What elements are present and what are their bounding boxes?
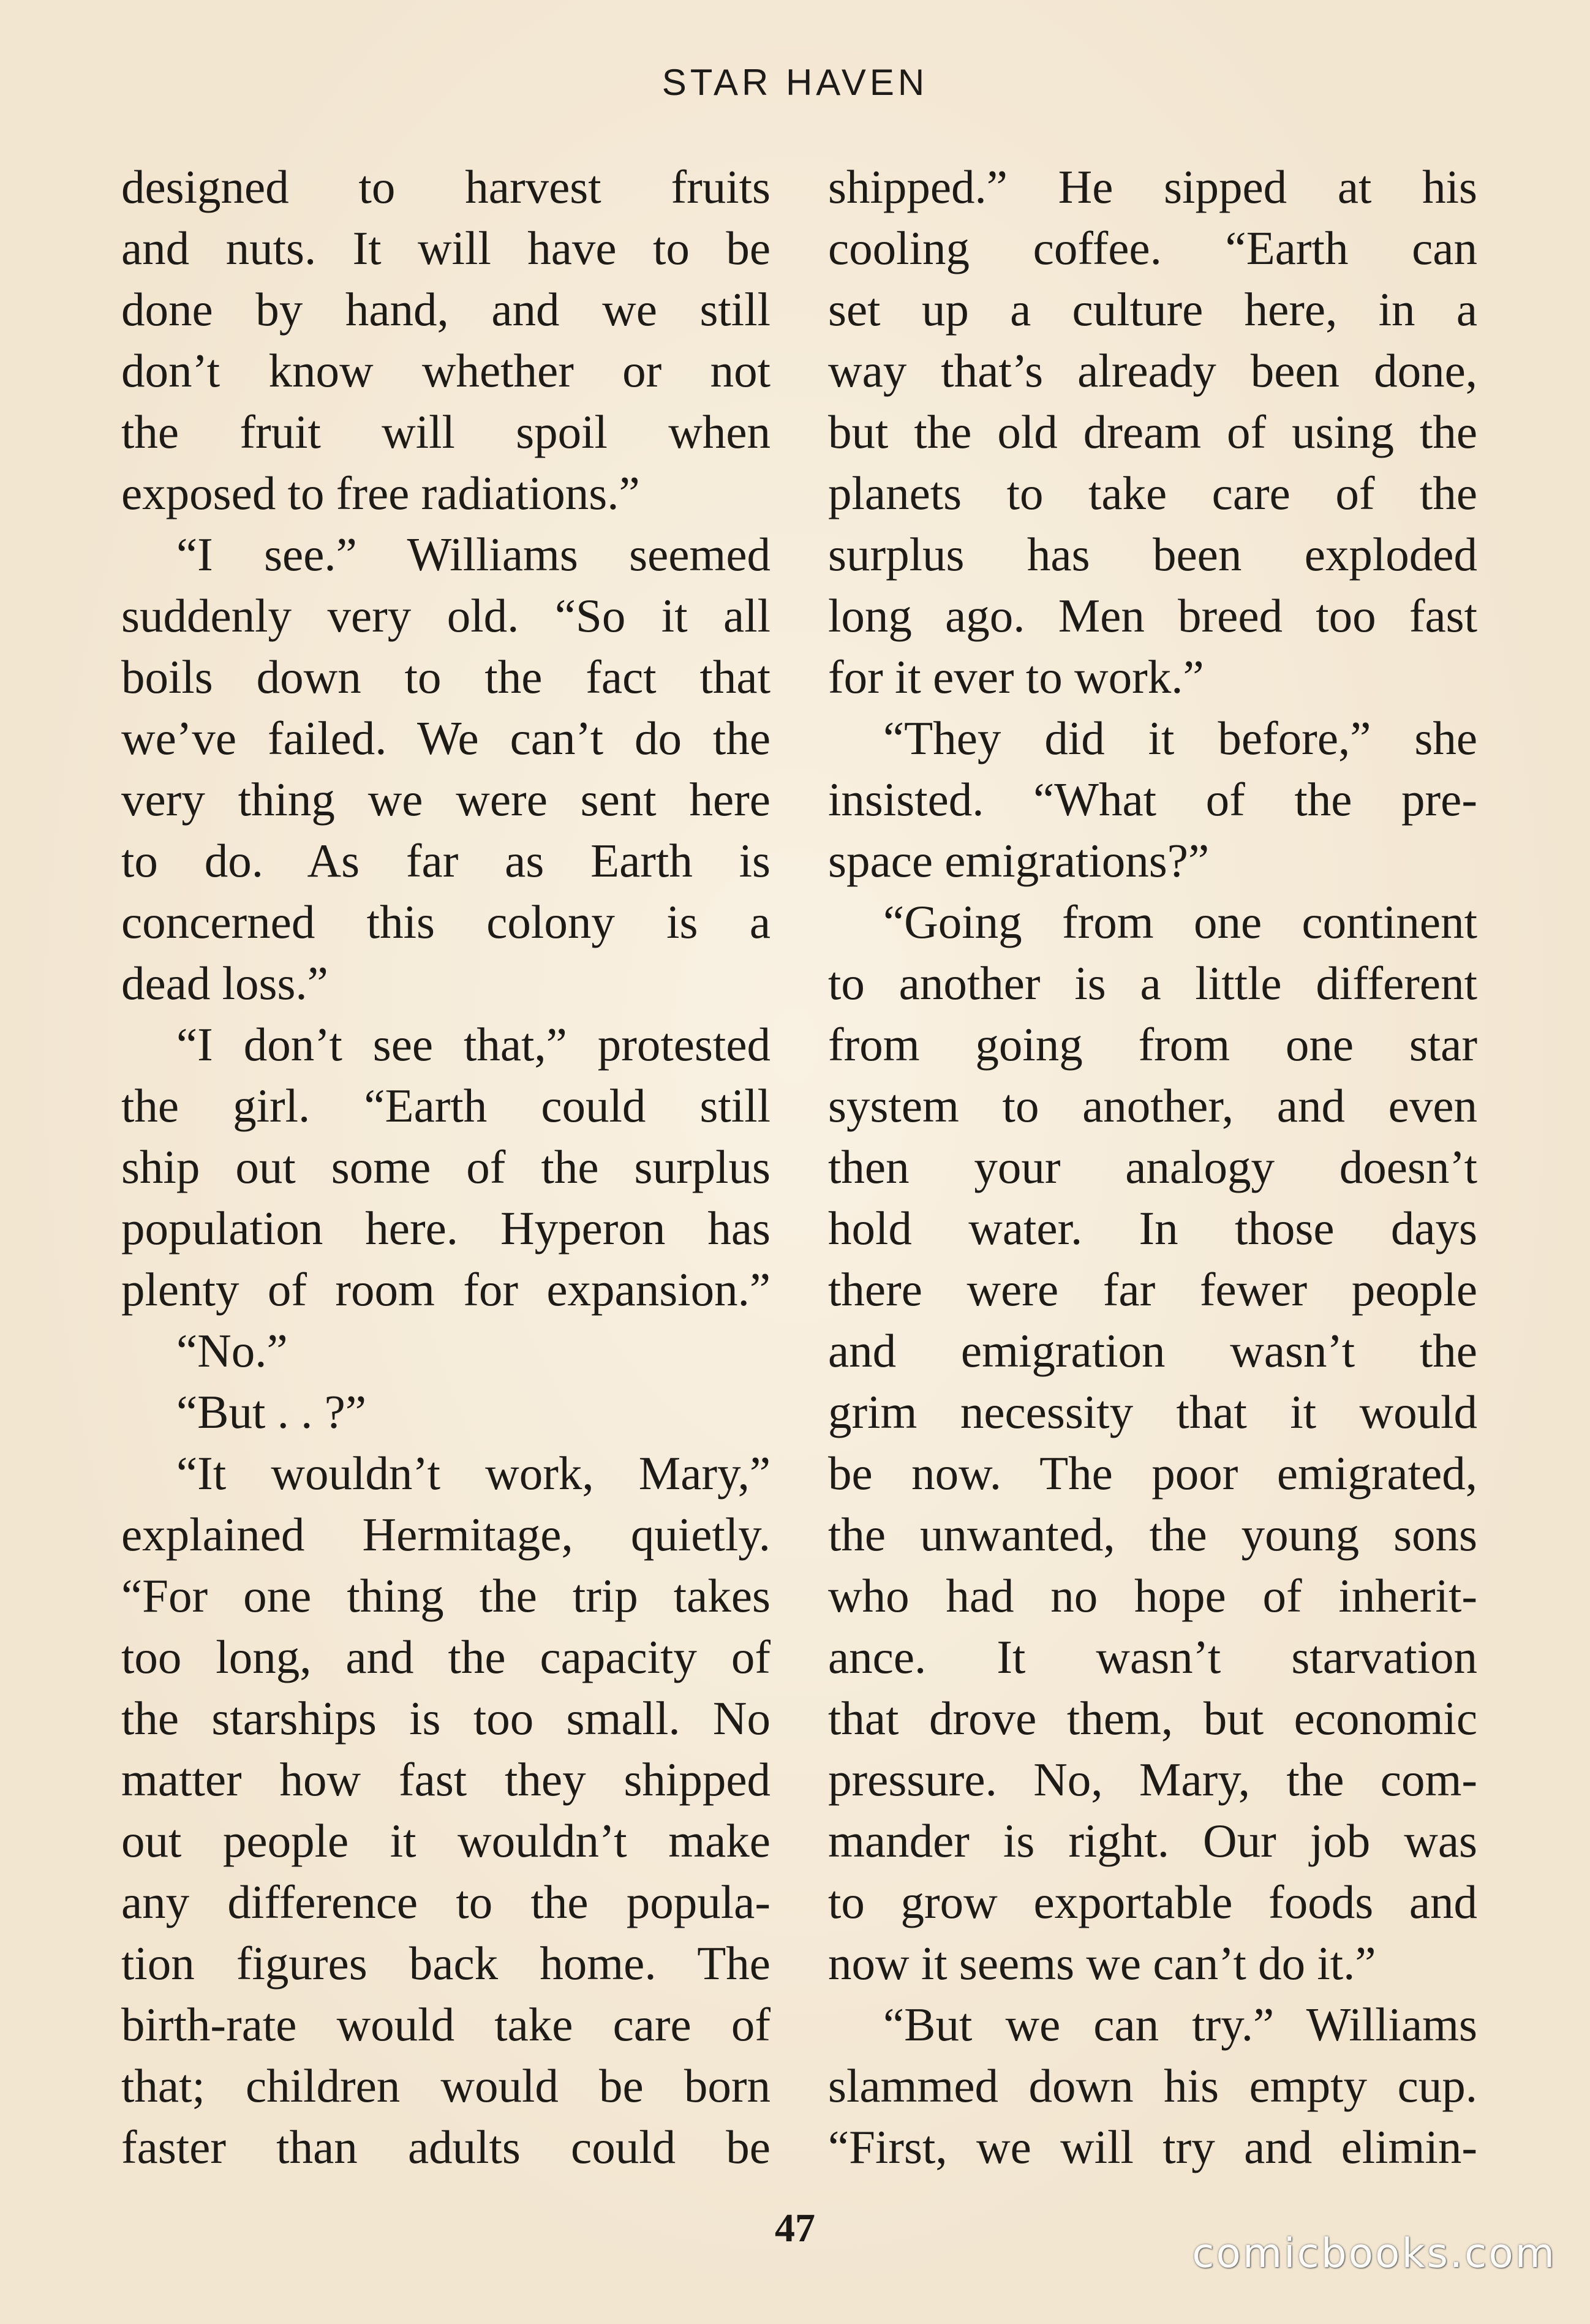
text-line: dead loss.” — [121, 957, 328, 1009]
text-line: and nuts. It will have to be — [121, 222, 771, 274]
text-line: exposed to free radiations.” — [121, 467, 640, 519]
text-line: concerned this colony is a — [121, 896, 771, 948]
text-line: tion figures back home. The — [121, 1937, 771, 1990]
text-line: way that’s already been done, — [828, 344, 1477, 397]
text-line: matter how fast they shipped — [121, 1753, 771, 1806]
text-column-right — [828, 156, 1477, 2178]
text-line: done by hand, and we still — [121, 283, 771, 336]
text-line: don’t know whether or not — [121, 344, 771, 397]
text-line: plenty of room for expansion.” — [121, 1263, 771, 1316]
text-line: “It wouldn’t work, Mary,” — [176, 1447, 771, 1500]
text-line: birth-rate would take care of — [121, 1998, 771, 2051]
text-line: but the old dream of using the — [828, 406, 1477, 458]
text-line: be now. The poor emigrated, — [828, 1447, 1477, 1500]
text-line: cooling coffee. “Earth can — [828, 222, 1477, 274]
text-line: hold water. In those days — [828, 1202, 1477, 1254]
text-line: the girl. “Earth could still — [121, 1079, 771, 1132]
text-line: planets to take care of the — [828, 467, 1477, 519]
text-line: the fruit will spoil when — [121, 406, 771, 458]
text-line: grim necessity that it would — [828, 1386, 1477, 1438]
text-line: surplus has been exploded — [828, 528, 1477, 581]
text-line: space emigrations?” — [828, 834, 1210, 887]
text-line: ance. It wasn’t starvation — [828, 1631, 1477, 1683]
text-line: the unwanted, the young sons — [828, 1508, 1477, 1561]
text-line: that drove them, but economic — [828, 1692, 1477, 1745]
text-line: “But . . ?” — [176, 1386, 367, 1438]
text-line: we’ve failed. We can’t do the — [121, 712, 771, 764]
text-line: ship out some of the surplus — [121, 1141, 771, 1193]
page-number: 47 — [775, 2206, 815, 2250]
text-line: “They did it before,” she — [883, 712, 1477, 764]
text-line: pressure. No, Mary, the com- — [828, 1753, 1477, 1806]
text-line: “I don’t see that,” protested — [176, 1018, 771, 1071]
text-line: population here. Hyperon has — [121, 1202, 771, 1254]
text-line: set up a culture here, in a — [828, 283, 1477, 336]
text-line: “No.” — [176, 1324, 288, 1377]
text-line: mander is right. Our job was — [828, 1814, 1477, 1867]
text-line: for it ever to work.” — [828, 651, 1204, 703]
text-line: to another is a little different — [828, 957, 1477, 1009]
text-line: faster than adults could be — [121, 2121, 771, 2173]
text-line: “For one thing the trip takes — [121, 1569, 771, 1622]
text-line: suddenly very old. “So it all — [121, 589, 771, 642]
text-line: “But we can try.” Williams — [883, 1998, 1477, 2051]
text-line: there were far fewer people — [828, 1263, 1477, 1316]
text-line: “First, we will try and elimin- — [828, 2121, 1477, 2173]
text-line: explained Hermitage, quietly. — [121, 1508, 771, 1561]
text-line: and emigration wasn’t the — [828, 1324, 1477, 1377]
text-line: shipped.” He sipped at his — [828, 160, 1477, 213]
site-watermark: comicbooks.com — [1192, 2230, 1556, 2277]
text-line: designed to harvest fruits — [121, 160, 771, 213]
text-line: system to another, and even — [828, 1079, 1477, 1132]
text-line: who had no hope of inherit- — [828, 1569, 1477, 1622]
running-head: STAR HAVEN — [661, 62, 929, 103]
text-line: slammed down his empty cup. — [828, 2059, 1477, 2112]
text-line: from going from one star — [828, 1018, 1477, 1071]
text-line: insisted. “What of the pre- — [828, 773, 1477, 826]
text-line: long ago. Men breed too fast — [828, 589, 1477, 642]
text-line: out people it wouldn’t make — [121, 1814, 771, 1867]
text-line: “I see.” Williams seemed — [176, 528, 771, 581]
text-line: to grow exportable foods and — [828, 1876, 1477, 1928]
text-column-left — [121, 156, 771, 2178]
text-line: now it seems we can’t do it.” — [828, 1937, 1376, 1990]
text-line: too long, and the capacity of — [121, 1631, 771, 1683]
text-line: “Going from one continent — [883, 896, 1477, 948]
text-line: very thing we were sent here — [121, 773, 771, 826]
text-line: boils down to the fact that — [121, 651, 771, 703]
text-line: to do. As far as Earth is — [121, 834, 771, 887]
text-line: any difference to the popula- — [121, 1876, 771, 1928]
text-line: that; children would be born — [121, 2059, 771, 2112]
text-line: then your analogy doesn’t — [828, 1141, 1477, 1193]
text-line: the starships is too small. No — [121, 1692, 771, 1745]
